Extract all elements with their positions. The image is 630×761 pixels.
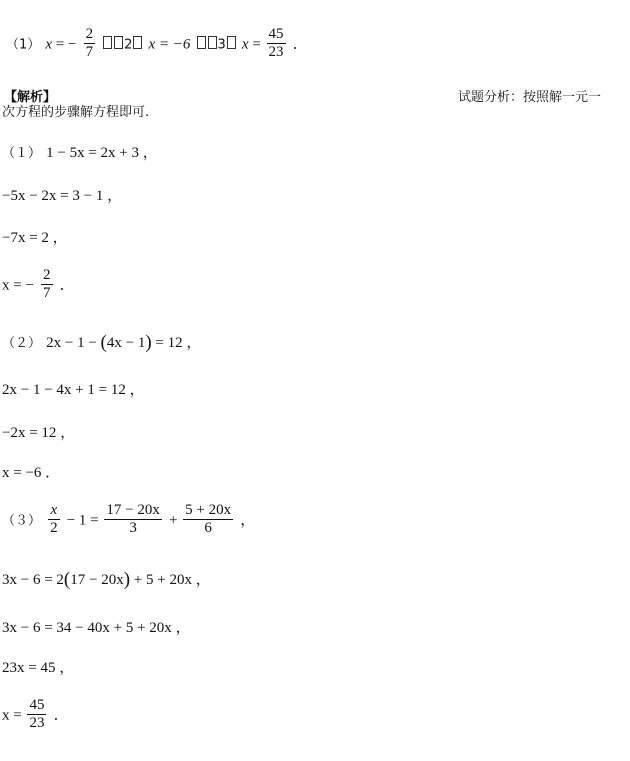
analysis-text: 次方程的步骤解方程即可. (2, 105, 150, 120)
answer-line (6, 26, 308, 62)
part2-step4: x = −6 ． (2, 465, 61, 481)
equation: −5x − 2x = 3 − 1 (2, 188, 104, 204)
fraction: $\frac{5 + 20x}{6}$ (185, 502, 232, 537)
part2-step1: （２） 2x − 1 − (4x − 1) = 12 ， (2, 332, 202, 353)
answer-part2-expr: x = −6 (148, 36, 191, 53)
part3-step2: 3x − 6 = 2(17 − 20x) + 5 + 20x ， (2, 569, 211, 590)
part3-step4: 23x = 45 ， (2, 660, 75, 676)
equation: 23x = 45 (2, 660, 56, 676)
part1-label: （１） (2, 146, 42, 161)
equation: −2x = 12 (2, 425, 57, 441)
answer-part2-label: 2 (124, 37, 133, 53)
part2-label: （２） (2, 336, 42, 351)
equation: −7x = 2 (2, 230, 49, 246)
equation: x = − (2, 277, 34, 294)
answer-end-mark: ． (292, 36, 308, 53)
answer-part3-fraction: $\frac{45}{23}$ (268, 26, 284, 61)
fraction: $\frac{x}{2}$ (50, 502, 58, 537)
answer-part3-eq: = (248, 36, 265, 53)
equation: 3x − 6 = 34 − 40x + 5 + 20x (2, 620, 172, 636)
fraction: $\frac{17 - 20x}{3}$ (106, 502, 160, 537)
part2-step3: −2x = 12 ， (2, 425, 76, 441)
part2-step2: 2x − 1 − 4x + 1 = 12 ， (2, 382, 145, 398)
answer-part1-label: （1） (6, 37, 41, 53)
equation: x = (2, 707, 26, 724)
equation: 1 − 5x = 2x + 3 (46, 145, 139, 161)
equation: 2x − 1 − 4x + 1 = 12 (2, 382, 126, 398)
answer-part3-label: 3 (217, 37, 226, 53)
answer-part1-fraction: $\frac{2}{7}$ (85, 26, 94, 61)
part1-step2: −5x − 2x = 3 − 1 ， (2, 188, 123, 204)
analysis-tag: 【解析】 (4, 90, 57, 105)
missing-glyph-box (208, 36, 217, 49)
missing-glyph-box (197, 36, 206, 49)
answer-part1-eq: = − (52, 36, 77, 53)
part3-step5: x = $\frac{45}{23}$ ． (2, 697, 69, 732)
part3-step1: （３） $\frac{x}{2}$ − 1 = $\frac{17 - 20x}{3}$ + $\frac{5 + 20x}{6}$ ， (2, 502, 256, 537)
fraction: $\frac{2}{7}$ (43, 267, 51, 302)
part1-step3: −7x = 2 ， (2, 230, 68, 246)
equation: 2x − 1 − (46, 335, 101, 351)
part1-step1: （１） 1 − 5x = 2x + 3 ， (2, 145, 158, 161)
missing-glyph-box (227, 36, 236, 49)
missing-glyph-box (133, 36, 142, 49)
missing-glyph-box (103, 36, 112, 49)
equation: 3x − 6 = 2 (2, 572, 64, 588)
equation: x = −6 (2, 465, 42, 481)
part3-label: （３） (2, 513, 42, 529)
analysis-label: 试题分析：按照解一元一 (458, 90, 602, 105)
missing-glyph-box (114, 36, 123, 49)
answer-part1-var: x (45, 36, 53, 53)
part3-step3: 3x − 6 = 34 − 40x + 5 + 20x ， (2, 620, 191, 636)
fraction: $\frac{45}{23}$ (29, 697, 45, 732)
part1-step4: x = − $\frac{2}{7}$ ． (2, 267, 75, 302)
answer-part3-var: x (241, 36, 249, 53)
